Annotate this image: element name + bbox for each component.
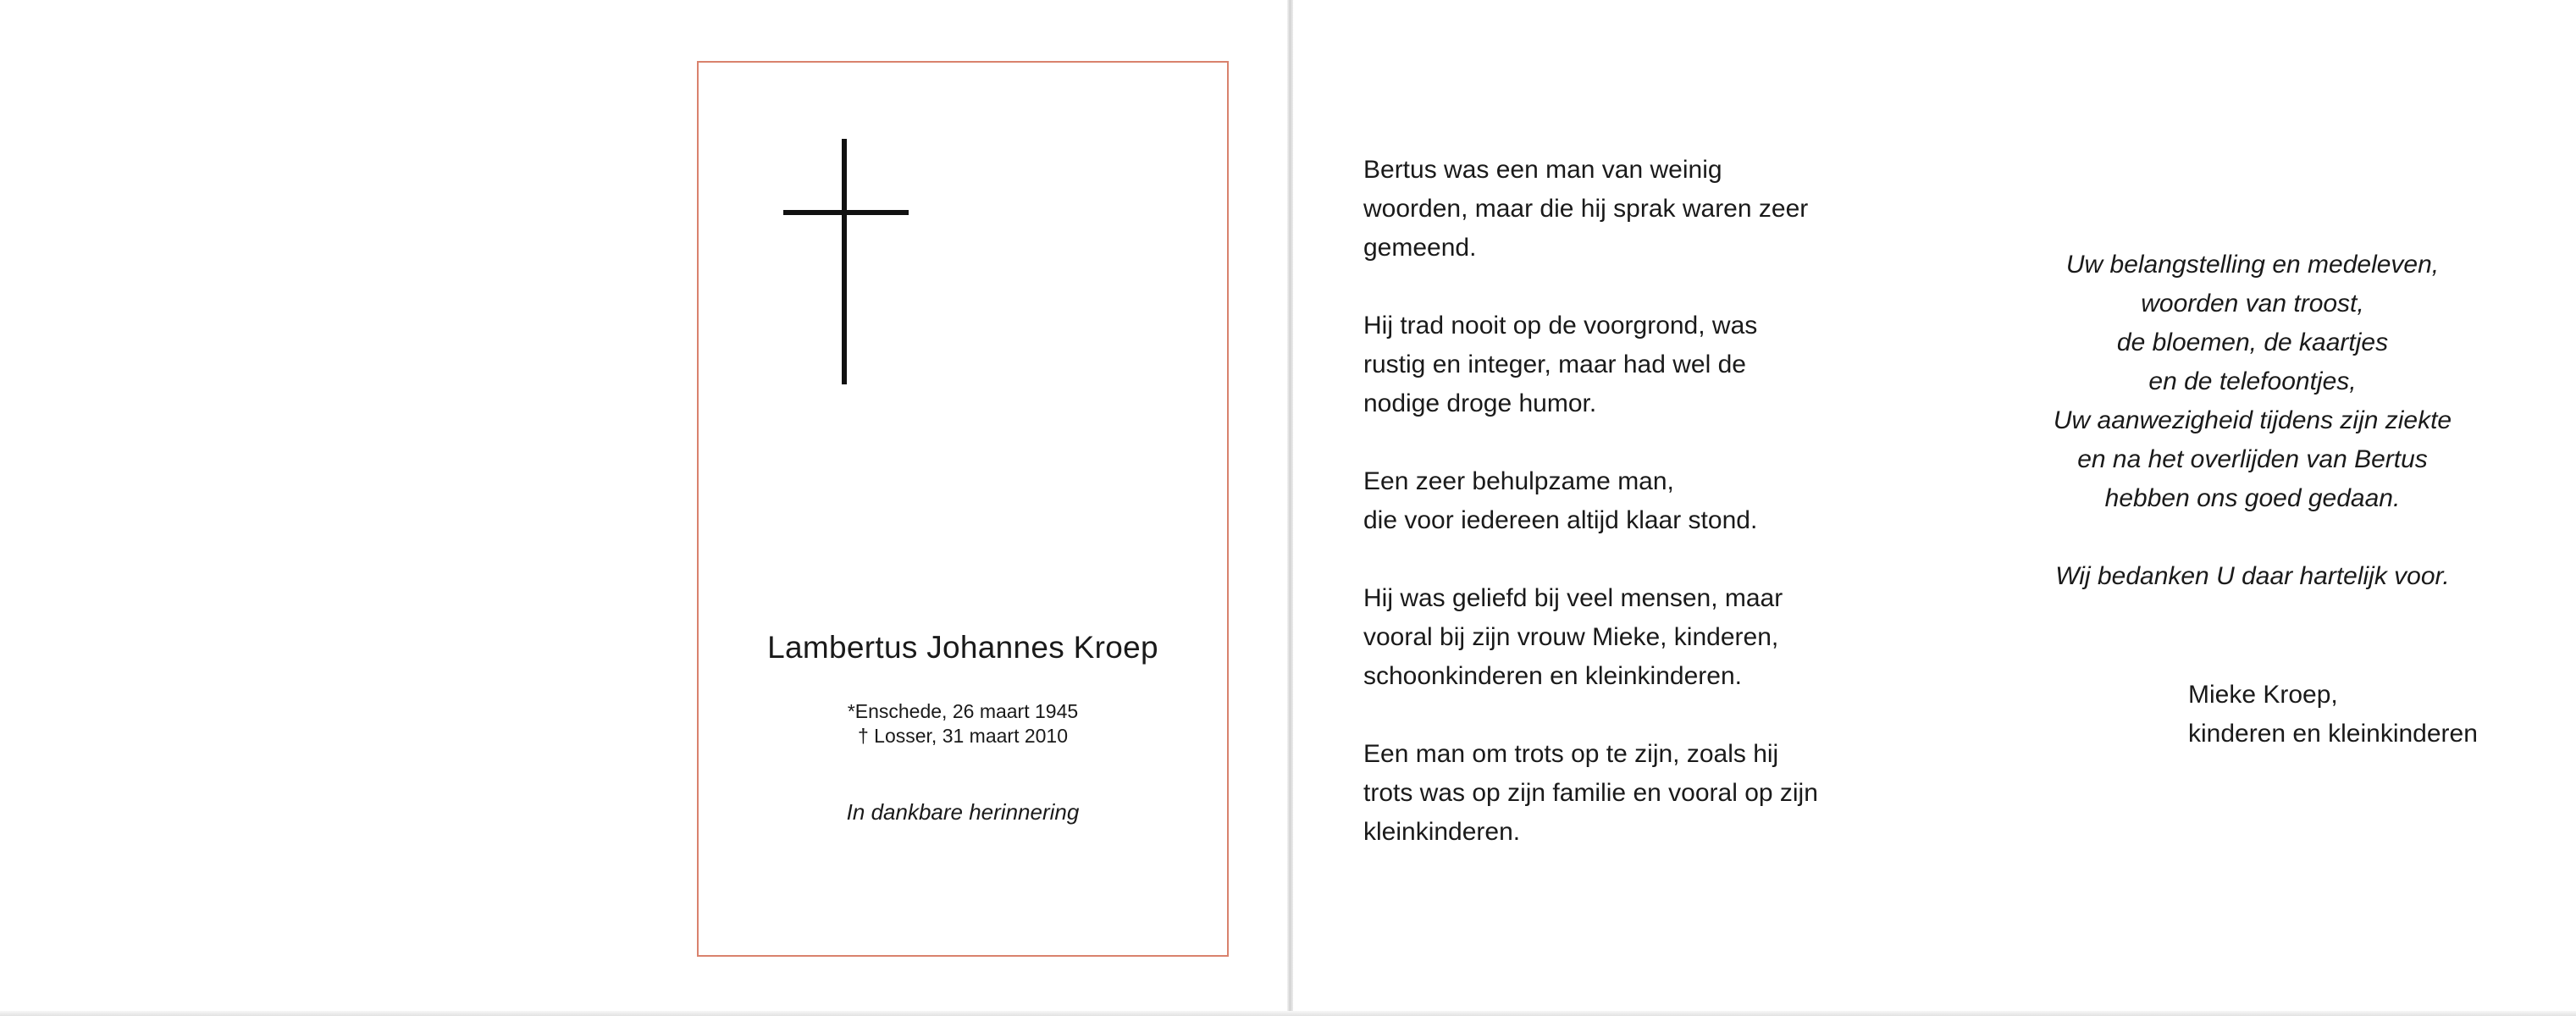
signature: [2188, 676, 2544, 754]
tribute-text: [1363, 151, 1905, 891]
dedication-text: In dankbare herinnering: [846, 799, 1080, 825]
thanks-paragraph: Uw belangstelling en medeleven, woorden van troost, de bloemen, de kaartjes en de telefoontjes, Uw aanwezigheid tijdens zijn ziekte en na het overlijden van Bertus hebben ons goed gedaan.: [2053, 251, 2452, 512]
tribute-paragraph: Bertus was een man van weinig woorden, maar die hij sprak waren zeer gemeend.: [1363, 156, 1809, 262]
tribute-paragraph: Hij was geliefd bij veel mensen, maar vooral bij zijn vrouw Mieke, kinderen, schoonkinderen en kleinkinderen.: [1363, 584, 1783, 690]
thanks-text: [1982, 246, 2523, 635]
life-dates: [699, 699, 1227, 748]
memorial-frame: [697, 61, 1229, 957]
thanks-paragraph: Wij bedanken U daar hartelijk voor.: [2055, 562, 2450, 590]
tribute-paragraph: Hij trad nooit op de voorgrond, was rustig en integer, maar had wel de nodige droge humor.: [1363, 312, 1758, 417]
signature-family: kinderen en kleinkinderen: [2188, 720, 2478, 748]
card-bottom-edge: [0, 1011, 2576, 1016]
tribute-paragraph: Een zeer behulpzame man, die voor iedereen altijd klaar stond.: [1363, 467, 1758, 534]
death-date: † Losser, 31 maart 2010: [857, 725, 1069, 747]
card-fold: [1287, 0, 1293, 1016]
birth-date: *Enschede, 26 maart 1945: [847, 700, 1079, 722]
signature-name: Mieke Kroep,: [2188, 681, 2338, 709]
deceased-name: Lambertus Johannes Kroep: [767, 630, 1158, 665]
tribute-paragraph: Een man om trots op te zijn, zoals hij trots was op zijn familie en vooral op zijn kleinkinderen.: [1363, 740, 1818, 846]
